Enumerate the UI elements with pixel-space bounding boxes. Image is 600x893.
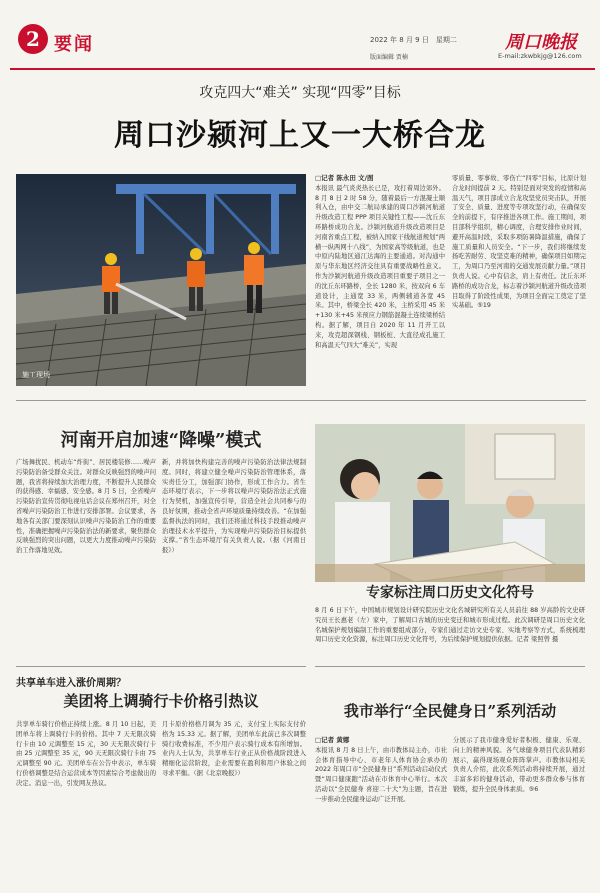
article4-title: 美团将上调骑行卡价格引热议 [63, 692, 259, 710]
article1-body-2: 零质量、零事故、零伤亡“四零”目标，比原计划合龙时间提前 2 天。特别是面对突发的疫情和高温天气，项目部成立合龙攻坚党员突击队，开展了安全、质量、进度等专项攻坚行动，在确保安全的前提下，有序推进各项工作。施工期间，项目部科学组织，精心调度，合理安排作业时间，避开高温时段，采取多项防暑降温措施，确保了施工质量和人员安全。“下一步，我们将继续发扬吃苦耐劳、攻坚克难的精神，确保项目如期完工，为周口乃至河南的交通发展贡献力量。”项目负责人说。心中有信念，肩上有责任。沈丘东环路桥的成功合龙，标志着沙颍河航道升级改造项目取得了阶段性成果，为项目全面完工奠定了坚实基础。⑤19 [452, 175, 586, 310]
section-divider-3 [315, 666, 585, 667]
page-header [10, 22, 595, 66]
article5-body-2: 分展示了我市健身爱好者积极、健康、乐观、向上的精神风貌。各气球健身项目代表队精彩展示，赢得现场观众阵阵掌声。市教体局相关负责人介绍，此次系列活动将持续开展，通过丰富多彩的健身活动，带动更多群众参与体育锻炼，提升全民身体素质。⑤6 [453, 737, 585, 793]
article5-column-2 [453, 736, 585, 886]
article4-kicker: 共享单车进入涨价周期？ [16, 678, 126, 689]
article2-body-2: 新，并将加快构建完善的噪声污染防治法律法规制度。同时，将建立健全噪声污染防治管理体系，落实责任分工，加强部门协作，形成工作合力。省生态环境厅表示，下一步将以噪声污染防治法正式施行为契机，加强宣传引导，营造全社会共同参与的良好氛围，推动全省声环境质量持续改善。“在加强监督执法的同时，我们还将通过科技手段推动噪声治理技术水平提升，为实现噪声污染防治目标提供支撑。”省生态环境厅有关负责人说。（据《河南日报》） [162, 459, 306, 555]
article1-column-1 [315, 174, 445, 392]
article5-title: 我市举行“全民健身日”系列活动 [343, 702, 557, 720]
article5-column-1 [315, 736, 447, 886]
article1-title: 周口沙颍河上又一大桥合龙 [114, 118, 486, 153]
section-title: 要闻 [54, 34, 94, 55]
article4-column-2 [162, 720, 306, 886]
newspaper-logo: 周口晚报 [505, 32, 577, 53]
bridge-construction-photo [16, 174, 306, 386]
page-editors: 版面编辑 贾楠 [370, 54, 408, 61]
article1-kicker: 攻克四大“难关” 实现“四零”目标 [199, 85, 401, 101]
article2-title: 河南开启加速“降噪”模式 [60, 430, 262, 451]
article2-column-2 [162, 458, 306, 658]
article3-body: 8 月 6 日下午，中国城市规划设计研究院历史文化名城研究所有关人员前往 88 岁高龄的文史研究员王长惠老（左）家中，了解周口古城的历史变迁和城市形成过程。此次调研是周口历史文化名城保护规划编制工作的重要组成部分，专家们通过走访文史专家、实地考察等方式，系统梳理周口历史文化资源，标注周口历史文化符号，为后续保护规划提供依据。记者 梁照曾 摄 [315, 607, 585, 644]
article1-byline: □记者 陈永田 文/图 [315, 174, 374, 182]
page-number-badge: 2 [18, 24, 48, 54]
article3-caption [315, 606, 585, 654]
historian-interview-photo [315, 424, 585, 582]
article5-byline: □记者 黄娜 [315, 736, 350, 744]
section-divider-2 [16, 666, 306, 667]
article4-body-1: 共享单车骑行价格正持续上涨。8 月 10 日起，美团单车将上调骑行卡的价格。其中 7 天无限次骑行卡由 10 元调整至 15 元，30 天无限次骑行卡由 25 元调整至 35 元，90 天无限次骑行卡由 75 元调整至 90 元。美团单车在公告中表示，单车骑行价格调整是结合运营成本等因素综合考虑做出的决定。消息一出，引发网友热议。 [16, 721, 156, 787]
article1-body-1: 本报讯 最气炎炎热长已是，攻打着周边郊外。8 月 8 日 2 时 58 分，随着最后一方混凝土顺利入仓，由中交二航局承建的周口沙颍河航道升级改造工程 PPP 项目关键性工程——沈丘东环路桥成功合龙。沙颍河航道升级改造项目是河南省重点工程，被纳入国家干线航道规划“两横一纵两网十八线”，为国家高等级航道，也是中原内陆地区通江达海的主要通道。对沟通中原与华东地区经济交往具有重要战略性意义。作为沙颍河航道升级改造项目重要子项目之一的沈丘东环路桥，全长 1280 米，按双向 6 车道设计，主通宽 33 米，两侧辅道各宽 45 米。其中，桥梁全长 420 米，主桥采用 45 米+130 米+45 米预应力钢筋混凝土连续梁桥结构。据了解，项目自 2020 年 11 月开工以来，攻克超深钢栈、钢板桩、大直径成孔施工和高温天气四大“难关”，实现 [315, 184, 445, 349]
article2-column-1 [16, 458, 156, 658]
article5-body-1: 本报讯 8 月 8 日上午，由市教体局主办，市社会体育指导中心、市老年人体育协会承办的 2022 年周口市“全民健身日”系列活动启动仪式暨“周口健康跑”活动在市体育中心举行。本次活动以“全民健身 喜迎二十大”为主题，旨在进一步推动全民健身运动广泛开展。 [315, 746, 447, 803]
article4-body-2: 月卡原价格格月调为 35 元，支付宝上实际支付价格为 15.33 元。据了解，美团单车此前已多次调整骑行收费标准，不少用户表示骑行成本有所增加。业内人士认为，共享单车行业正从价格战阶段进入精细化运营阶段，企业需要在盈利和用户体验之间寻求平衡。（据《北京晚报》） [162, 721, 306, 777]
article3-title: 专家标注周口历史文化符号 [366, 585, 534, 601]
article1-column-2 [452, 174, 586, 392]
section-divider-1 [16, 400, 586, 401]
article2-body-1: 广场舞扰民、机动车“炸街”、居民楼装修……噪声污染防治备受群众关注。对群众反映强烈的噪声问题，我省将持续加大治理力度，不断提升人民群众的获得感、幸福感、安全感。8 月 5 日，全省噪声污染防治宣传贯彻电视电话会议在郑州召开，对全省噪声污染防治工作进行安排部署。会议要求，各地各有关部门要深刻认识噪声污染防治工作的重要性，准确把握噪声污染防治法的新要求，聚焦群众反映强烈的突出问题，以更大力度推动噪声污染防治工作落地见效。 [16, 459, 156, 555]
header-divider [10, 68, 595, 70]
issue-date: 2022 年 8 月 9 日 星期二 [370, 36, 457, 44]
article4-column-1 [16, 720, 156, 886]
photo-caption: 施工现场 [22, 371, 50, 379]
contact-email[interactable]: E-mail:zkwbkjg@126.com [498, 52, 582, 60]
